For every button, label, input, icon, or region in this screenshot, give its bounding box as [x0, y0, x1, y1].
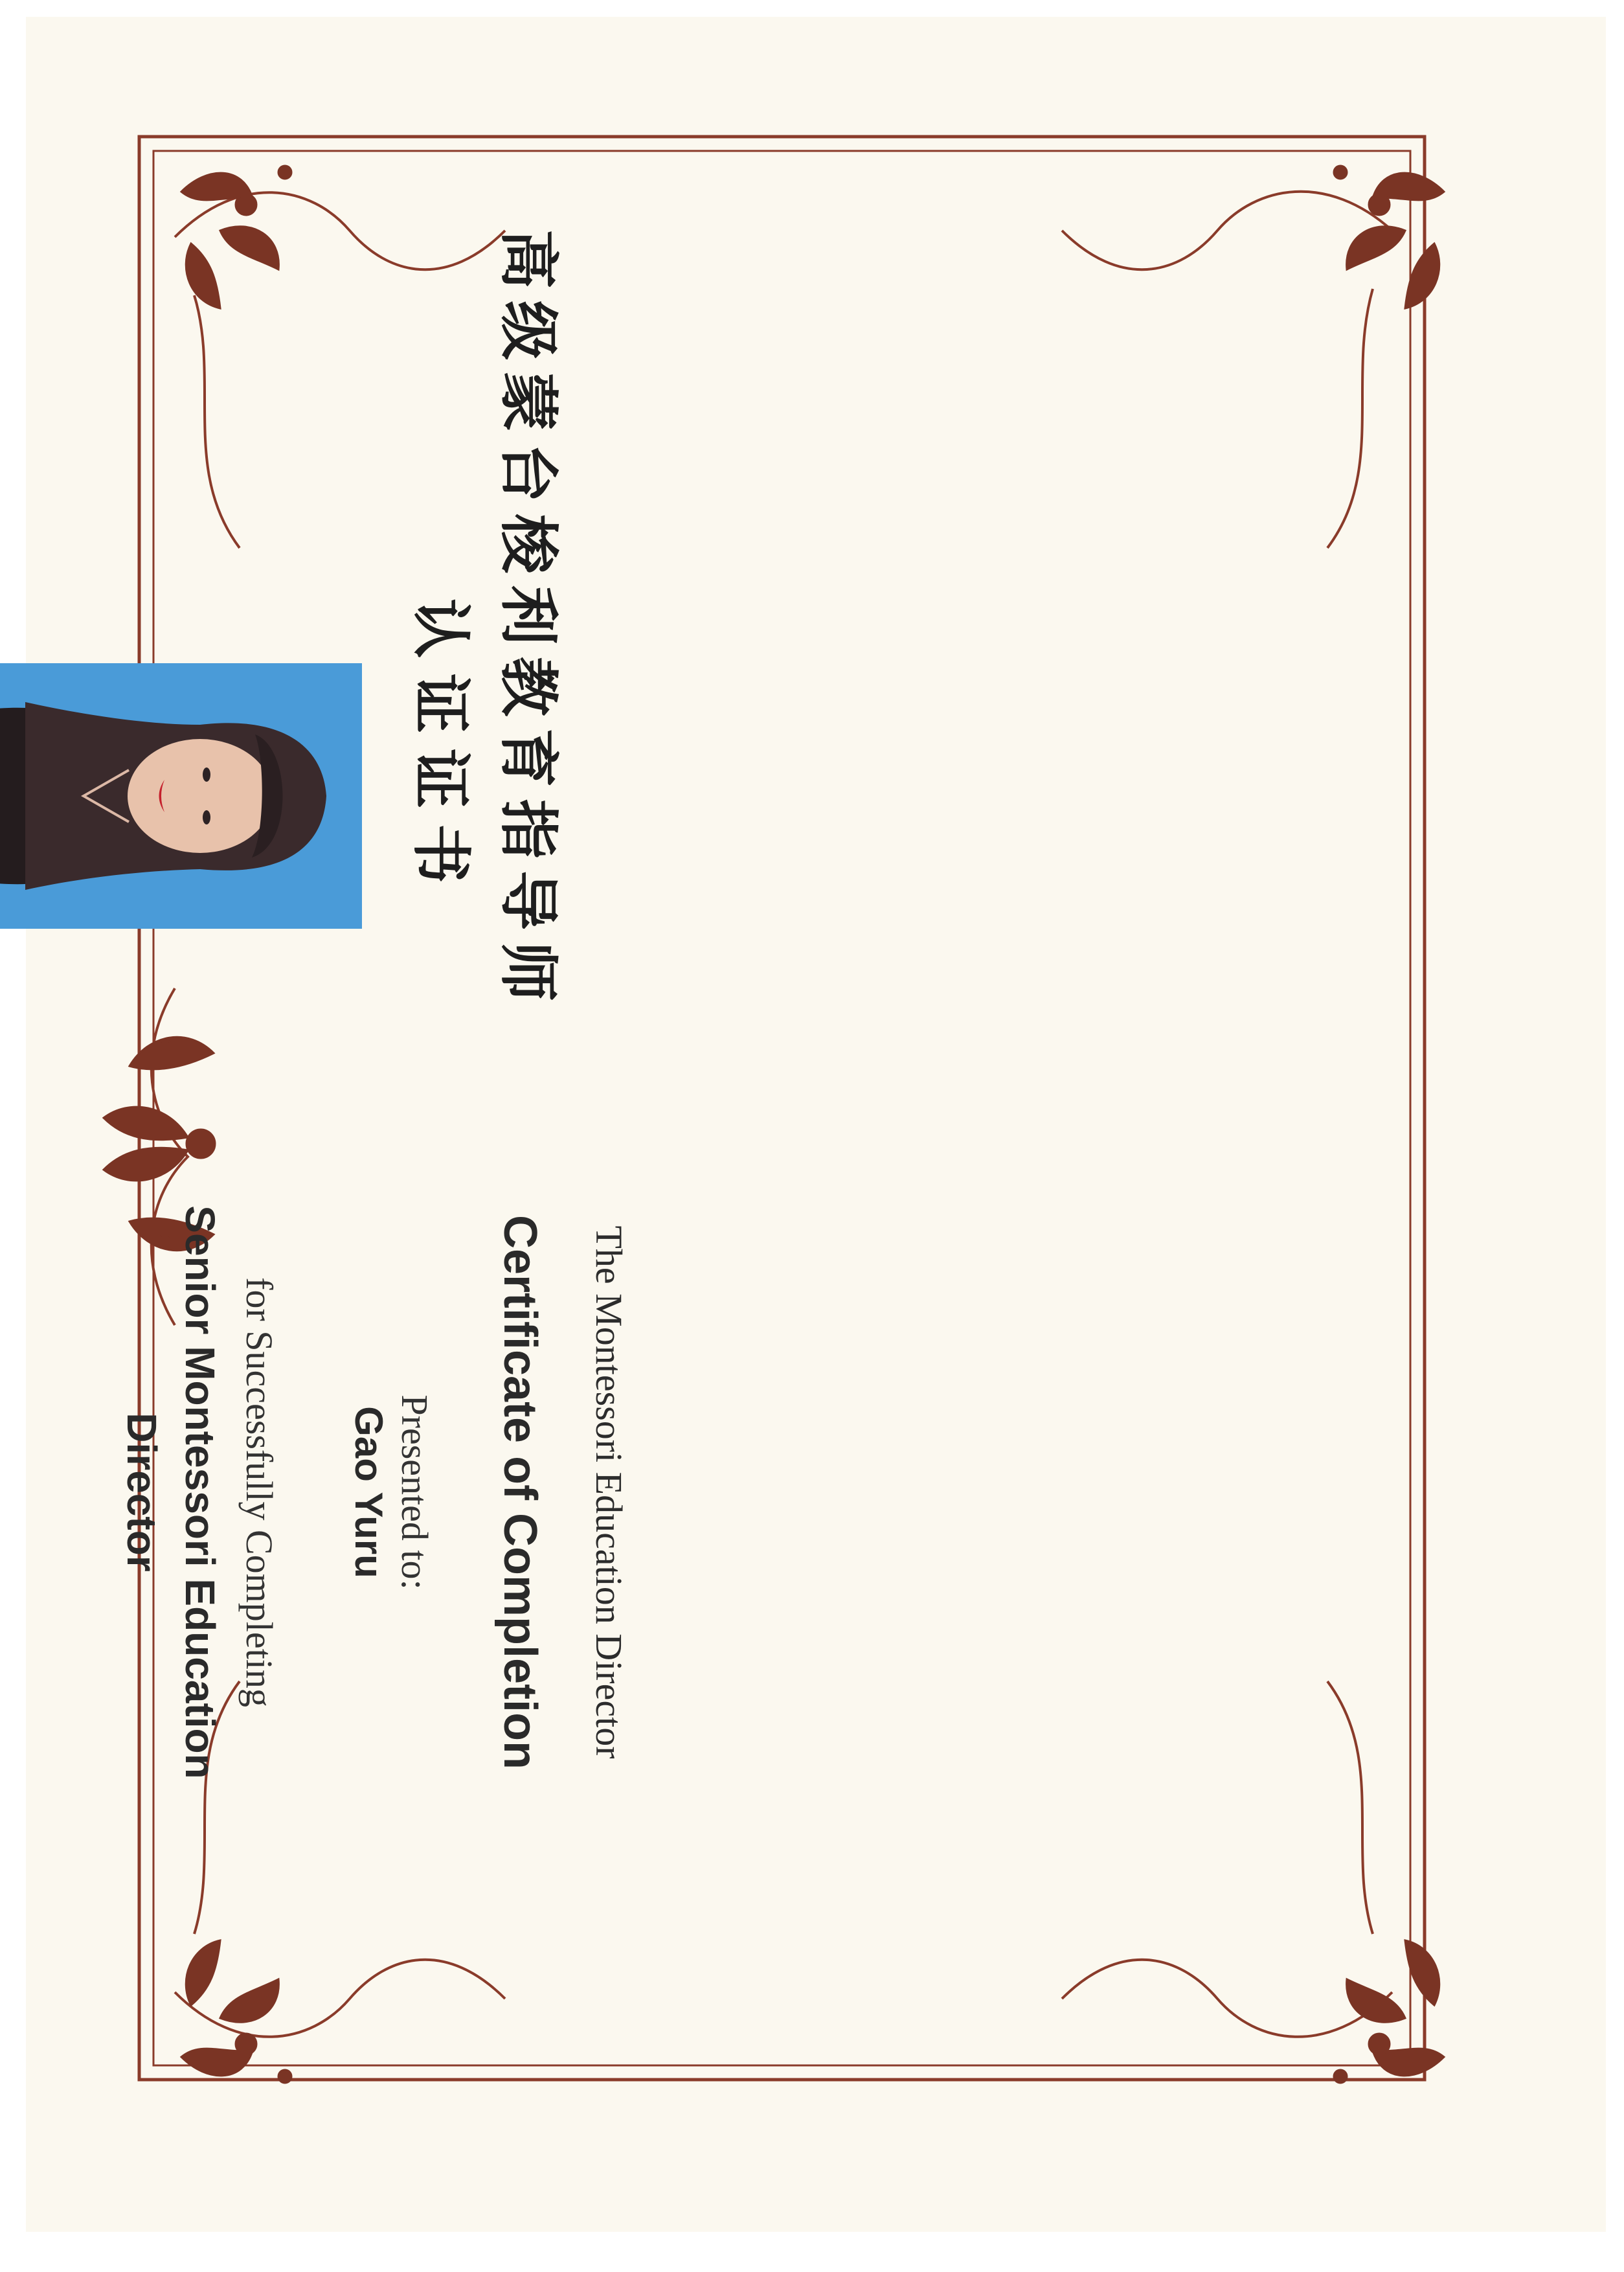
program-line-1: Senior Montessori Education — [177, 1205, 223, 1779]
holder-photo — [0, 663, 362, 929]
chinese-title-line-1: 高级蒙台梭利教育指导师 — [493, 229, 563, 1014]
english-issuer-line: The Montessori Education Director — [588, 1225, 630, 1759]
program-name — [113, 1006, 229, 1978]
holder-name-en: Gao Yuru — [347, 1406, 390, 1578]
certificate-title: Certificate of Completion — [494, 1214, 546, 1770]
presented-to-label: Presented to: — [394, 1394, 436, 1590]
portrait-icon — [0, 663, 362, 929]
certificate-sheet — [67, 67, 1557, 2205]
for-completing-label: for Successfully Completing — [238, 1277, 280, 1707]
chinese-title-line-2: 认证证书 — [406, 598, 475, 900]
program-line-2: Director — [118, 1413, 165, 1572]
